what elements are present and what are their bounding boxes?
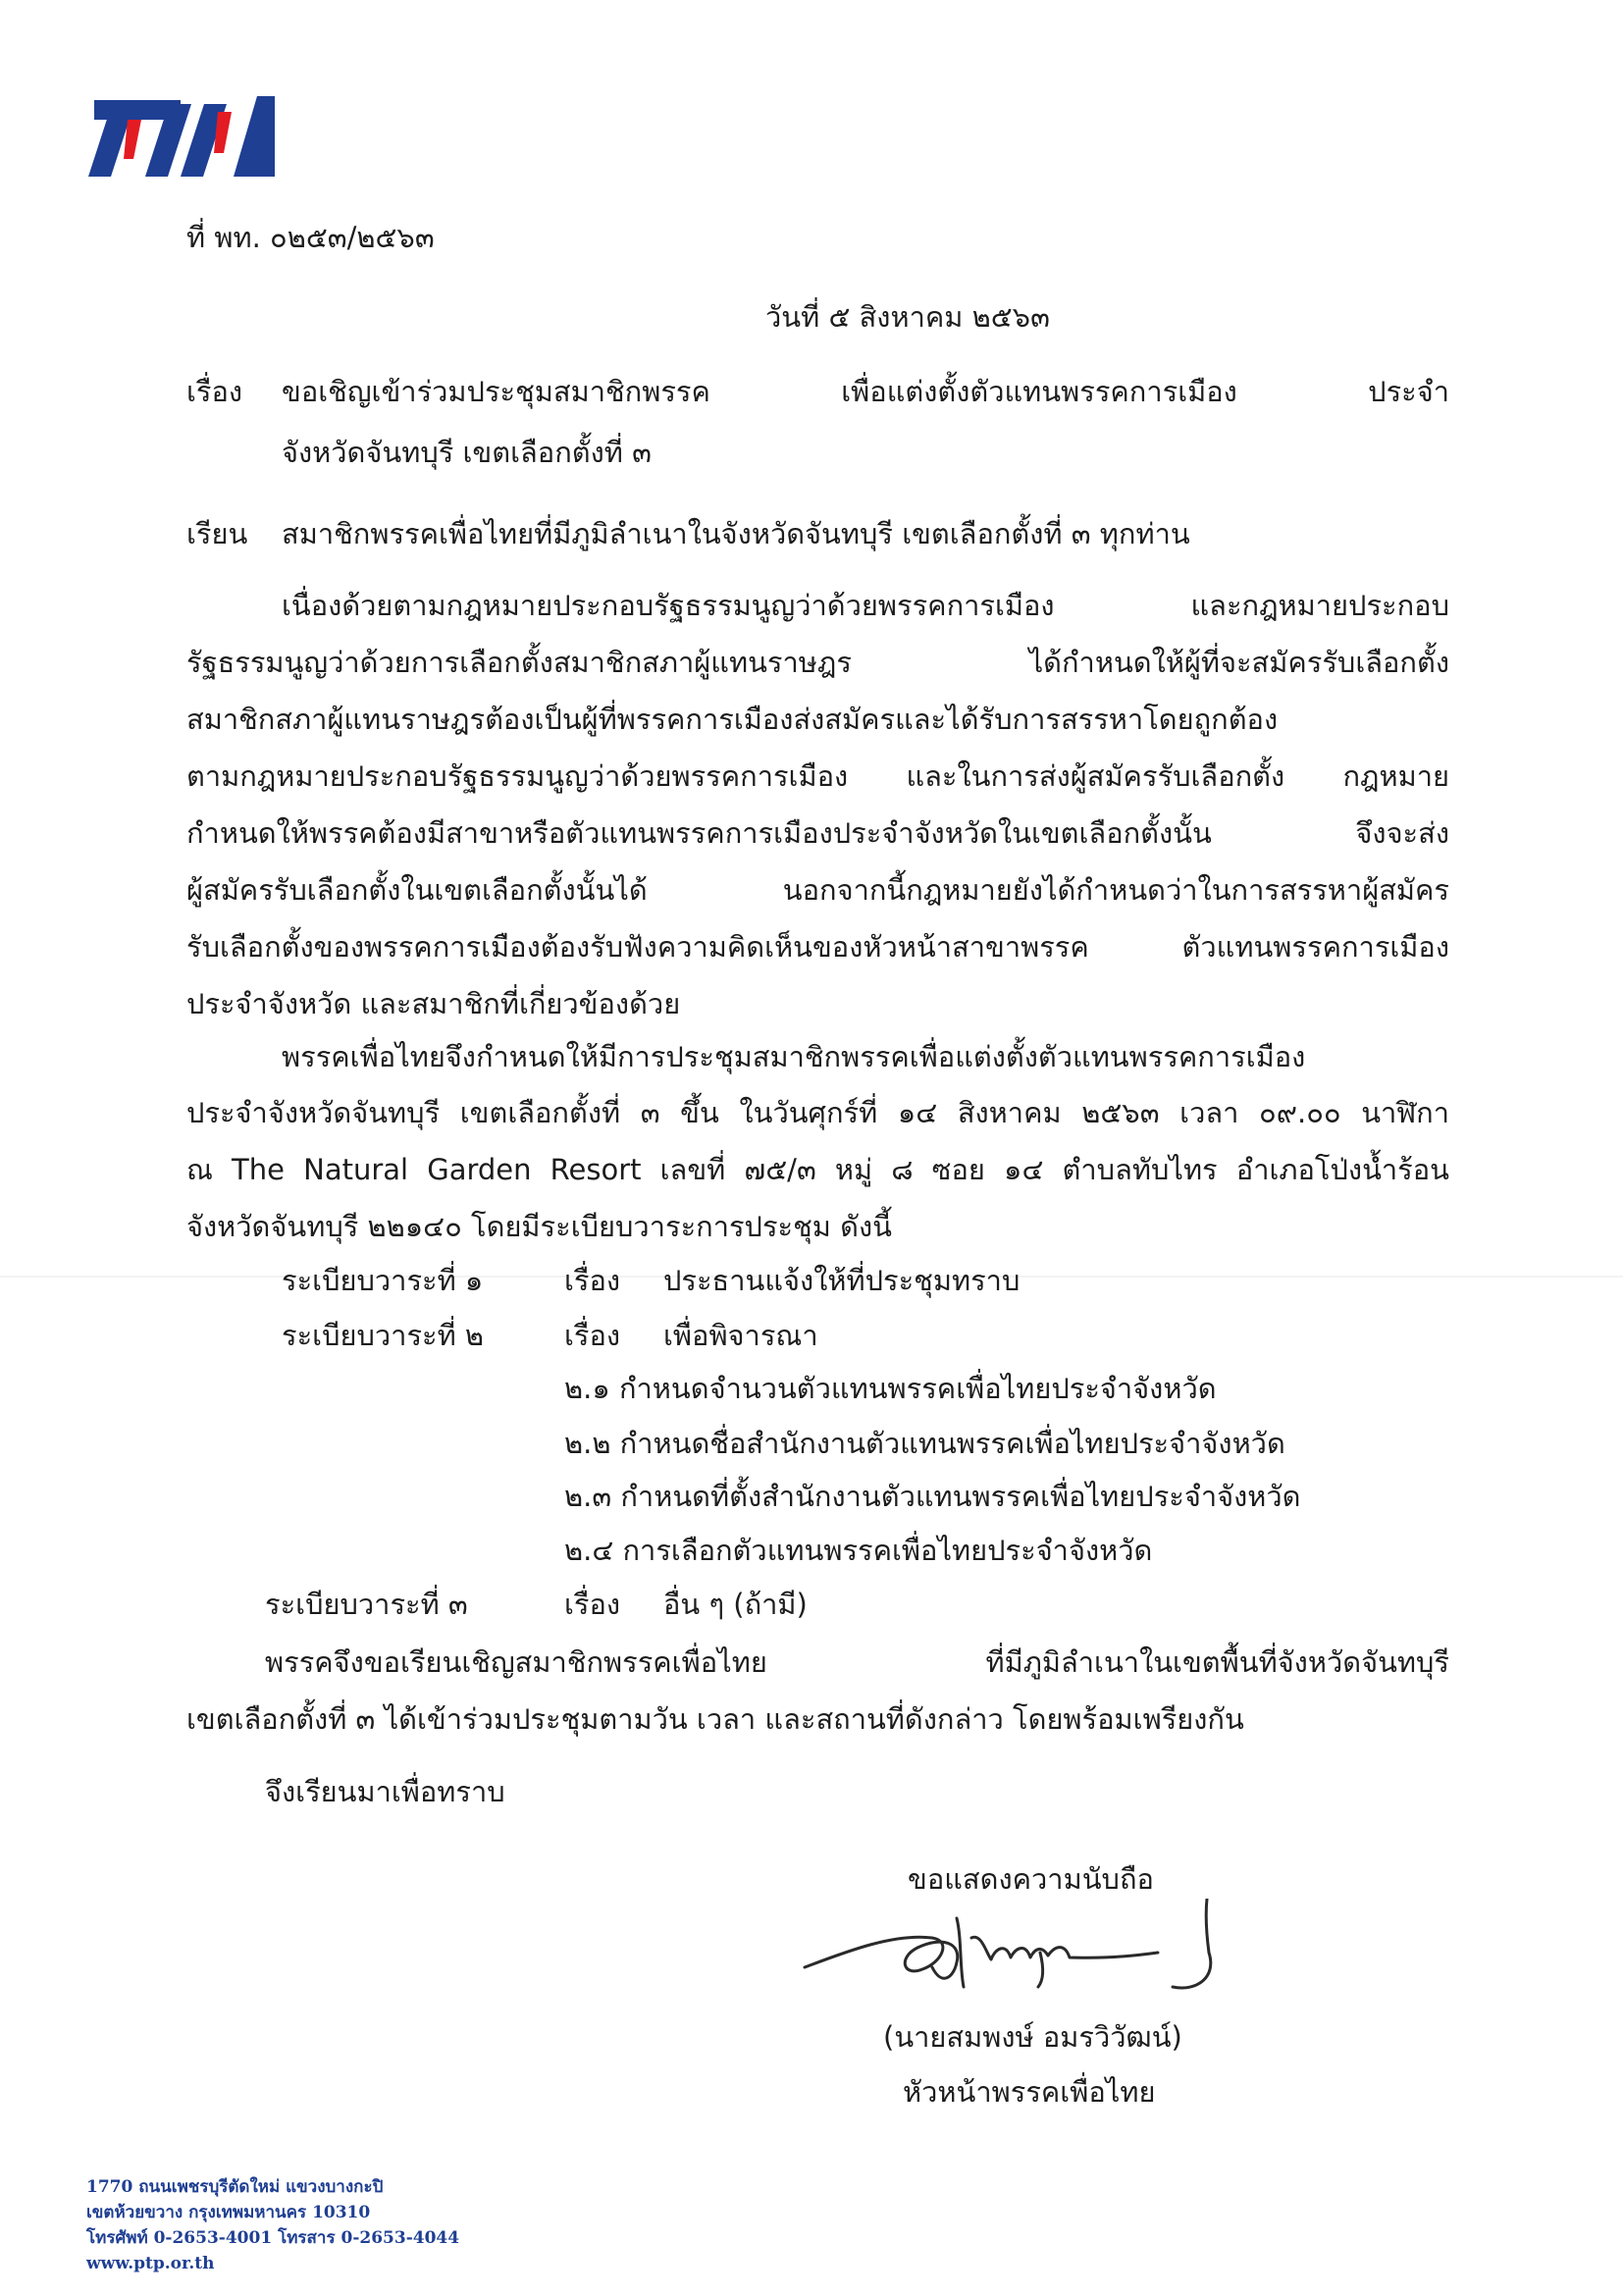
paragraph1-line: กำหนดให้พรรคต้องมีสาขาหรือตัวแทนพรรคการเมืองประจำจังหวัดในเขตเลือกตั้งนั้น จึงจะส่ง xyxy=(186,816,1449,850)
agenda-item-2-label: ระเบียบวาระที่ ๒ xyxy=(282,1319,485,1352)
agenda-item-3-text: อื่น ๆ (ถ้ามี) xyxy=(663,1588,808,1621)
signer-name: (นายสมพงษ์ อมรวิวัฒน์) xyxy=(883,2020,1182,2054)
agenda-item-3-topic-label: เรื่อง xyxy=(564,1588,621,1621)
agenda-item-3-label: ระเบียบวาระที่ ๓ xyxy=(265,1588,468,1621)
paragraph2-line: ประจำจังหวัดจันทบุรี เขตเลือกตั้งที่ ๓ ขึ้น ในวันศุกร์ที่ ๑๔ สิงหาคม ๒๕๖๓ เวลา ๐๙.๐๐ นาฬิกา xyxy=(186,1096,1449,1129)
agenda-subitem: ๒.๔ การเลือกตัวแทนพรรคเพื่อไทยประจำจังหวัด xyxy=(564,1534,1153,1567)
paragraph1-line: ประจำจังหวัด และสมาชิกที่เกี่ยวข้องด้วย xyxy=(186,987,681,1020)
closing-text: จึงเรียนมาเพื่อทราบ xyxy=(265,1775,505,1808)
paragraph1-line: รับเลือกตั้งของพรรคการเมืองต้องรับฟังความคิดเห็นของหัวหน้าสาขาพรรค ตัวแทนพรรคการเมือง xyxy=(186,930,1449,964)
subject-line-2: จังหวัดจันทบุรี เขตเลือกตั้งที่ ๓ xyxy=(282,436,652,469)
signoff-respect: ขอแสดงความนับถือ xyxy=(908,1862,1154,1896)
agenda-subitem: ๒.๒ กำหนดชื่อสำนักงานตัวแทนพรรคเพื่อไทยประจำจังหวัด xyxy=(564,1427,1285,1460)
agenda-item-2-topic-label: เรื่อง xyxy=(564,1319,621,1352)
paragraph1-line: ผู้สมัครรับเลือกตั้งในเขตเลือกตั้งนั้นได้ นอกจากนี้กฎหมายยังได้กำหนดว่าในการสรรหาผู้สมัคร xyxy=(186,873,1449,907)
party-address-footer xyxy=(86,2174,459,2276)
footer-website-link[interactable]: www.ptp.or.th xyxy=(86,2254,215,2273)
agenda-subitem: ๒.๓ กำหนดที่ตั้งสำนักงานตัวแทนพรรคเพื่อไทยประจำจังหวัด xyxy=(564,1480,1301,1513)
agenda-subitem: ๒.๑ กำหนดจำนวนตัวแทนพรรคเพื่อไทยประจำจังหวัด xyxy=(564,1372,1217,1405)
paragraph1-line: รัฐธรรมนูญว่าด้วยการเลือกตั้งสมาชิกสภาผู้แทนราษฎร ได้กำหนดให้ผู้ที่จะสมัครรับเลือกตั้ง xyxy=(186,646,1449,679)
paragraph1-line: สมาชิกสภาผู้แทนราษฎรต้องเป็นผู้ที่พรรคการเมืองส่งสมัครและได้รับการสรรหาโดยถูกต้อง xyxy=(186,703,1279,736)
salutation-text: สมาชิกพรรคเพื่อไทยที่มีภูมิลำเนาในจังหวัดจันทบุรี เขตเลือกตั้งที่ ๓ ทุกท่าน xyxy=(282,517,1190,550)
paragraph3-line: เขตเลือกตั้งที่ ๓ ได้เข้าร่วมประชุมตามวัน เวลา และสถานที่ดังกล่าว โดยพร้อมเพรียงกัน xyxy=(186,1702,1244,1736)
agenda-item-1-topic-label: เรื่อง xyxy=(564,1264,621,1297)
footer-address-line: 1770 ถนนเพชรบุรีตัดใหม่ แขวงบางกะปิ xyxy=(86,2177,384,2197)
party-logo xyxy=(86,90,275,177)
paragraph2-line: พรรคเพื่อไทยจึงกำหนดให้มีการประชุมสมาชิกพรรคเพื่อแต่งตั้งตัวแทนพรรคการเมือง xyxy=(282,1040,1306,1073)
paragraph2-line: ณ The Natural Garden Resort เลขที่ ๗๕/๓ หมู่ ๘ ซอย ๑๔ ตำบลทับไทร อำเภอโป่งน้ำร้อน xyxy=(186,1153,1449,1186)
agenda-item-1-text: ประธานแจ้งให้ที่ประชุมทราบ xyxy=(663,1264,1021,1297)
signature xyxy=(785,1899,1236,1997)
subject-label: เรื่อง xyxy=(186,375,243,408)
agenda-item-2-text: เพื่อพิจารณา xyxy=(663,1319,818,1352)
salutation-label: เรียน xyxy=(186,517,248,550)
agenda-item-1-label: ระเบียบวาระที่ ๑ xyxy=(282,1264,484,1297)
subject-line-1: ขอเชิญเข้าร่วมประชุมสมาชิกพรรค เพื่อแต่งตั้งตัวแทนพรรคการเมือง ประจำ xyxy=(282,375,1449,408)
reference-number: ที่ พท. ๐๒๕๓/๒๕๖๓ xyxy=(186,221,435,254)
paragraph1-line: เนื่องด้วยตามกฎหมายประกอบรัฐธรรมนูญว่าด้วยพรรคการเมือง และกฎหมายประกอบ xyxy=(282,589,1449,622)
footer-phone-fax: โทรศัพท์ 0-2653-4001 โทรสาร 0-2653-4044 xyxy=(86,2228,460,2248)
paragraph2-line: จังหวัดจันทบุรี ๒๒๑๔๐ โดยมีระเบียบวาระการประชุม ดังนี้ xyxy=(186,1210,892,1243)
letter-date: วันที่ ๕ สิงหาคม ๒๕๖๓ xyxy=(765,300,1050,334)
paragraph1-line: ตามกฎหมายประกอบรัฐธรรมนูญว่าด้วยพรรคการเมือง และในการส่งผู้สมัครรับเลือกตั้ง กฎหมาย xyxy=(186,759,1449,793)
footer-address-line: เขตห้วยขวาง กรุงเทพมหานคร 10310 xyxy=(86,2203,371,2222)
paragraph3-line: พรรคจึงขอเรียนเชิญสมาชิกพรรคเพื่อไทย ที่มีภูมิลำเนาในเขตพื้นที่จังหวัดจันทบุรี xyxy=(265,1645,1449,1679)
signer-position: หัวหน้าพรรคเพื่อไทย xyxy=(903,2075,1156,2109)
